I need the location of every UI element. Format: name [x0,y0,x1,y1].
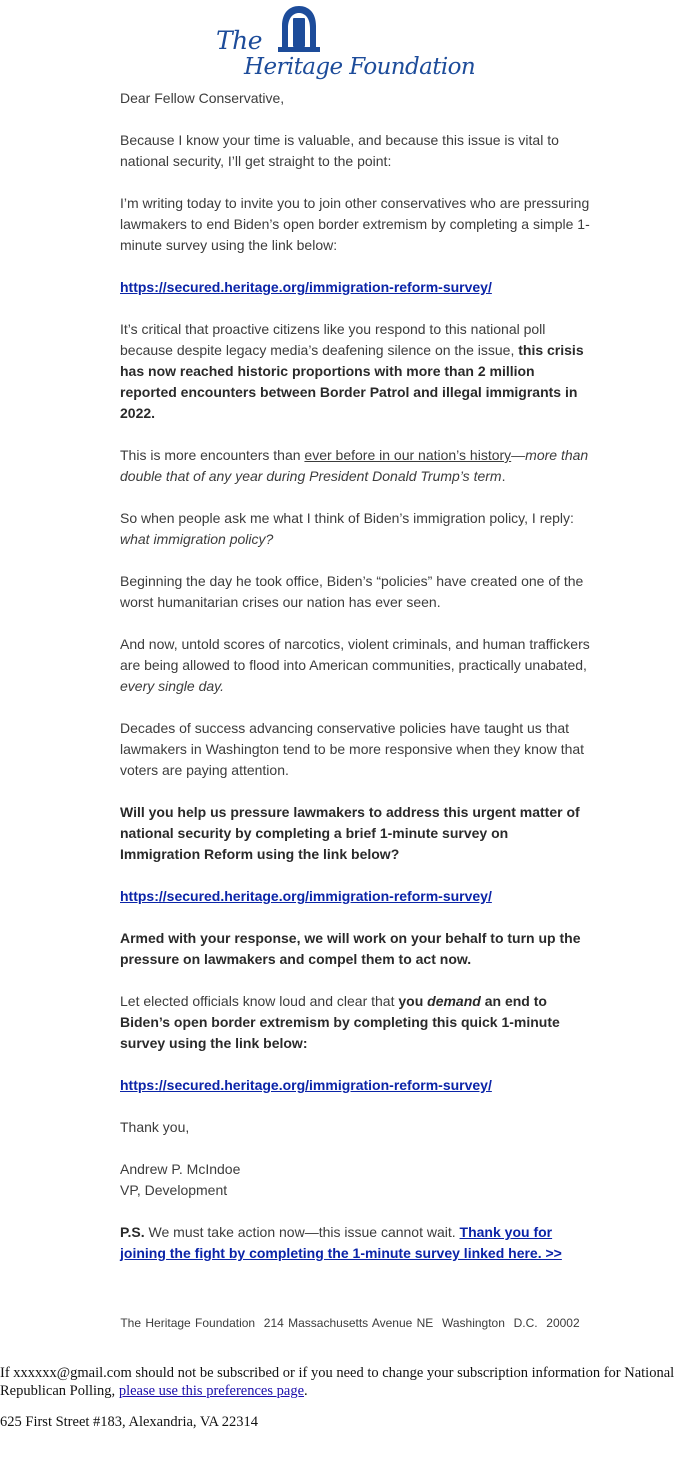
ps-label: P.S. [120,1224,145,1240]
paragraph-narcotics-text: And now, untold scores of narcotics, violent criminals, and human traffickers are being allowed to flood into American communities, practically unabated, [120,636,590,673]
paragraph-demand-bold-italic: demand [427,993,481,1009]
paragraph-armed [120,928,590,970]
paragraph-demand-text: Let elected officials know loud and clear that [120,993,399,1009]
preferences-page-link[interactable]: please use this preferences page [118,1383,304,1399]
unsubscribe-text-end: . [304,1383,308,1399]
footer-address [0,1316,700,1330]
signer-title: VP, Development [120,1182,228,1198]
closing-thanks: Thank you, [120,1119,190,1135]
paragraph-critical-text: It’s critical that proactive citizens like you respond to this national poll because despite legacy media’s deafening silence on the issue, [120,321,546,358]
survey-link-block-2 [120,886,590,907]
paragraph-narcotics [120,634,590,697]
mailing-address: 625 First Street #183, Alexandria, VA 22314 [0,1414,259,1430]
letter-body [120,88,590,1285]
logo-heritage-foundation: Heritage Foundation [244,54,476,80]
paragraph-policy [120,508,590,550]
signer-name: Andrew P. McIndoe [120,1161,241,1177]
paragraph-critical-bold: this crisis has now reached historic proportions with more than 2 million reported encounters between Border Patrol and illegal immigrants in 2022. [120,342,584,421]
paragraph-demand-bold-b: an end to Biden’s open border extremism by completing this quick 1-minute survey using the link below: [120,993,560,1051]
paragraph-encounters-underline: ever before in our nation’s history [304,447,512,463]
paragraph-encounters-italic: —more than double that of any year during President Donald Trump’s term [120,447,589,484]
paragraph-encounters-end: . [501,468,506,484]
unsubscribe-text: If xxxxxx@gmail.com should not be subscribed or if you need to change your subscription information for National Republican Polling, [0,1365,675,1399]
footer-city: Washington [441,1316,505,1330]
paragraph-decades: Decades of success advancing conservative policies have taught us that lawmakers in Washington tend to be more responsive when they know that voters are paying attention. [120,720,585,778]
footer-street: 214 Massachusetts Avenue NE [263,1316,434,1330]
paragraph-invite: I’m writing today to invite you to join other conservatives who are pressuring lawmakers to end Biden’s open border extremism by completing a simple 1-minute survey using the link below: [120,195,590,253]
paragraph-demand-bold-a: you [398,993,428,1009]
logo-the: The [216,26,263,55]
paragraph-policy-italic: what immigration policy? [120,531,274,547]
paragraph-policy-text: So when people ask me what I think of Biden’s immigration policy, I reply: [120,510,574,526]
footer-state: D.C. [513,1316,538,1330]
ps-survey-link[interactable]: Thank you for joining the fight by completing the 1-minute survey linked here. >> [120,1224,562,1261]
paragraph-narcotics-italic: every single day. [120,678,225,694]
survey-link[interactable]: https://secured.heritage.org/immigration-reform-survey/ [120,279,492,295]
footer-zip: 20002 [546,1316,580,1330]
unsubscribe-notice [0,1364,700,1400]
heritage-logo[interactable] [216,4,488,80]
liberty-bell-icon [278,4,320,52]
greeting: Dear Fellow Conservative, [120,90,285,106]
paragraph-armed-bold: Armed with your response, we will work on your behalf to turn up the pressure on lawmakers and compel them to act now. [120,930,581,967]
paragraph-encounters [120,445,590,487]
paragraph-crises: Beginning the day he took office, Biden’s “policies” have created one of the worst humanitarian crises our nation has ever seen. [120,573,584,610]
paragraph-ask-bold: Will you help us pressure lawmakers to address this urgent matter of national security by completing a brief 1-minute survey on Immigration Reform using the link below? [120,804,580,862]
paragraph-demand [120,991,590,1054]
survey-link[interactable]: https://secured.heritage.org/immigration-reform-survey/ [120,888,492,904]
paragraph-ask [120,802,590,865]
paragraph-critical [120,319,590,424]
ps-text: We must take action now—this issue cannot wait. [144,1224,460,1240]
paragraph-intro: Because I know your time is valuable, and because this issue is vital to national security, I’ll get straight to the point: [120,132,559,169]
survey-link-block-1 [120,277,590,298]
footer-org: The Heritage Foundation [120,1316,256,1330]
paragraph-encounters-text: This is more encounters than [120,447,305,463]
postscript [120,1222,590,1264]
survey-link[interactable]: https://secured.heritage.org/immigration-reform-survey/ [120,1077,492,1093]
survey-link-block-3 [120,1075,590,1096]
signature [120,1159,590,1201]
